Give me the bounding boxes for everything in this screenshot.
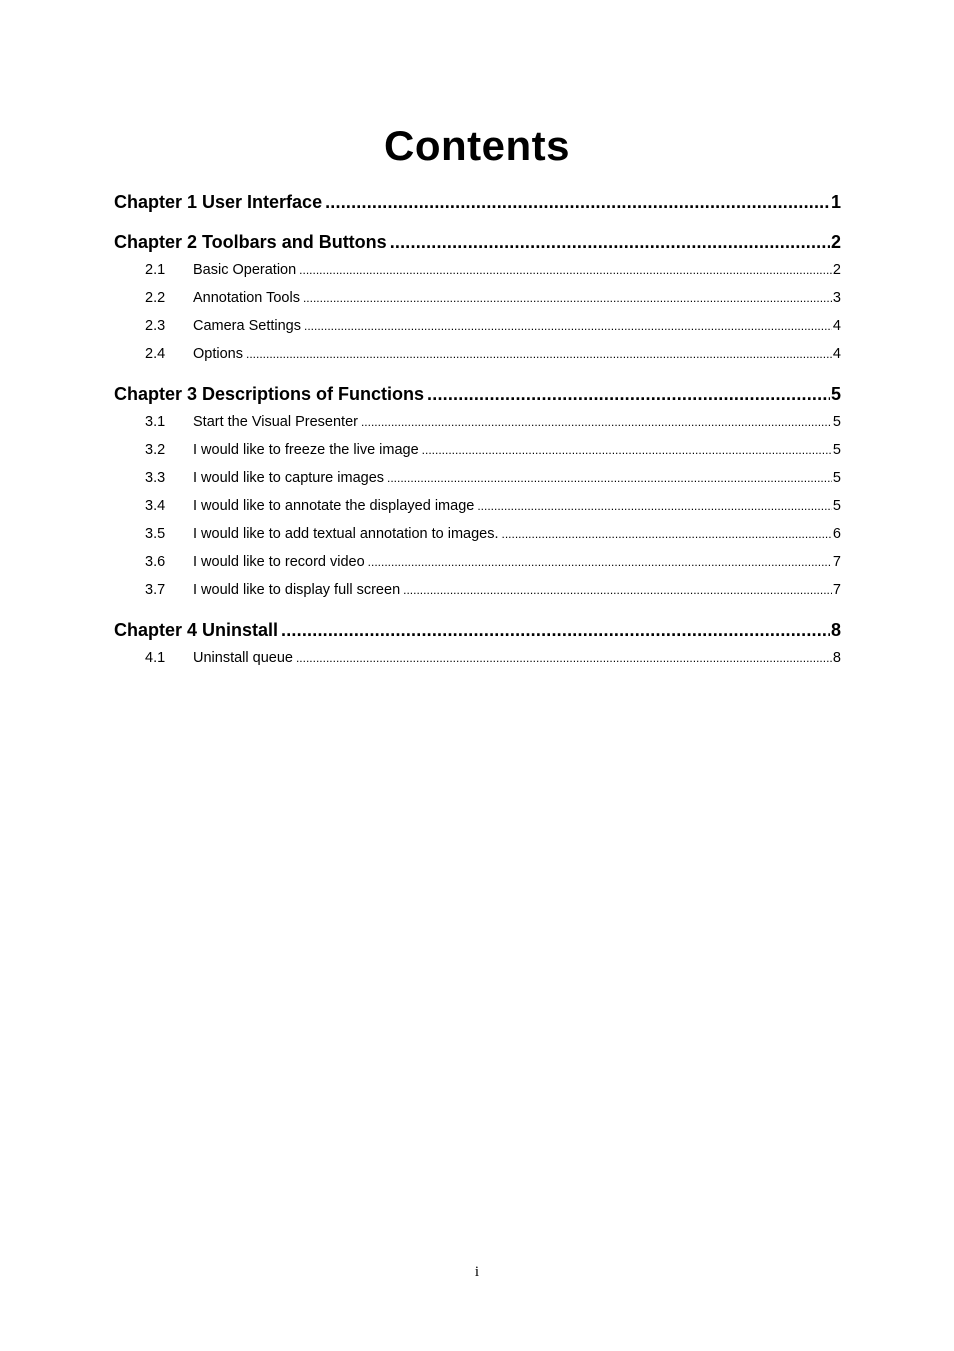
toc-section-number: 2.3: [145, 318, 166, 334]
toc-section-label: Uninstall queue: [193, 650, 293, 666]
toc-chapter-1[interactable]: [114, 188, 841, 216]
toc-section-label: I would like to display full screen: [193, 582, 401, 598]
toc-section-number: 3.6: [145, 554, 166, 570]
toc-section-number: 3.1: [145, 414, 166, 430]
toc-dot-leader: [477, 492, 832, 520]
toc-dot-leader: [427, 380, 830, 408]
toc-section-label: I would like to freeze the live image: [193, 442, 419, 458]
toc-dot-leader: [296, 644, 832, 672]
toc-page-number: 4: [832, 318, 841, 334]
toc-section-label: Annotation Tools: [193, 290, 300, 306]
toc-dot-leader: [422, 436, 832, 464]
toc-section-3-2[interactable]: [114, 436, 841, 464]
toc-section-2-3[interactable]: [114, 312, 841, 340]
toc-section-number: 3.5: [145, 526, 166, 542]
toc-chapter-label: Chapter 3 Descriptions of Functions: [114, 384, 425, 404]
toc-section-3-3[interactable]: [114, 464, 841, 492]
toc-section-label: Basic Operation: [193, 262, 297, 278]
toc-section-2-4[interactable]: [114, 340, 841, 368]
toc-section-number: 2.1: [145, 262, 166, 278]
toc-section-number: 4.1: [145, 650, 166, 666]
toc-section-label: I would like to add textual annotation to images.: [193, 526, 499, 542]
toc-section-number: 3.3: [145, 470, 166, 486]
toc-page-number: 5: [832, 442, 841, 458]
toc-page-number: 3: [832, 290, 841, 306]
toc-dot-leader: [325, 188, 830, 216]
toc-dot-leader: [303, 284, 832, 312]
toc-section-4-1[interactable]: [114, 644, 841, 672]
toc-section-number: 3.2: [145, 442, 166, 458]
toc-page-number: 6: [832, 526, 841, 542]
toc-dot-leader: [246, 340, 832, 368]
toc-section-label: Options: [193, 346, 243, 362]
footer-page-number: i: [474, 1264, 480, 1280]
toc-dot-leader: [281, 616, 830, 644]
toc-chapter-label: Chapter 1 User Interface: [114, 192, 323, 212]
toc-dot-leader: [502, 520, 832, 548]
toc-dot-leader: [390, 228, 830, 256]
toc-chapter-2[interactable]: [114, 228, 841, 256]
toc-page-number: 2: [832, 262, 841, 278]
toc-chapter-4[interactable]: [114, 616, 841, 644]
toc-page-number: 7: [832, 554, 841, 570]
toc-section-label: I would like to record video: [193, 554, 365, 570]
toc-dot-leader: [361, 408, 832, 436]
toc-page-number: 8: [832, 650, 841, 666]
toc-chapter-label: Chapter 2 Toolbars and Buttons: [114, 232, 387, 252]
toc-dot-leader: [368, 548, 832, 576]
toc-page-number: 5: [832, 498, 841, 514]
toc-section-3-7[interactable]: [114, 576, 841, 604]
toc-page-number: 2: [830, 232, 841, 252]
toc-section-label: Camera Settings: [193, 318, 301, 334]
toc-page-number: 5: [832, 470, 841, 486]
toc-section-3-6[interactable]: [114, 548, 841, 576]
toc-dot-leader: [387, 464, 832, 492]
toc-chapter-3[interactable]: [114, 380, 841, 408]
toc-page-number: 4: [832, 346, 841, 362]
toc-chapter-label: Chapter 4 Uninstall: [114, 620, 279, 640]
toc-dot-leader: [299, 256, 832, 284]
toc-section-number: 3.7: [145, 582, 166, 598]
toc-section-label: I would like to annotate the displayed image: [193, 498, 475, 514]
toc-dot-leader: [403, 576, 832, 604]
toc-dot-leader: [304, 312, 832, 340]
toc-page-number: 8: [830, 620, 841, 640]
toc-section-3-1[interactable]: [114, 408, 841, 436]
toc-page-number: 7: [832, 582, 841, 598]
toc-section-2-2[interactable]: [114, 284, 841, 312]
toc-section-number: 2.4: [145, 346, 166, 362]
toc-section-number: 2.2: [145, 290, 166, 306]
toc-section-label: I would like to capture images: [193, 470, 385, 486]
toc-page-number: 5: [832, 414, 841, 430]
table-of-contents: [114, 188, 841, 672]
toc-section-number: 3.4: [145, 498, 166, 514]
toc-section-label: Start the Visual Presenter: [193, 414, 358, 430]
page-title: Contents: [384, 122, 570, 169]
toc-section-2-1[interactable]: [114, 256, 841, 284]
toc-section-3-5[interactable]: [114, 520, 841, 548]
toc-page-number: 1: [830, 192, 841, 212]
toc-section-3-4[interactable]: [114, 492, 841, 520]
toc-page-number: 5: [830, 384, 841, 404]
